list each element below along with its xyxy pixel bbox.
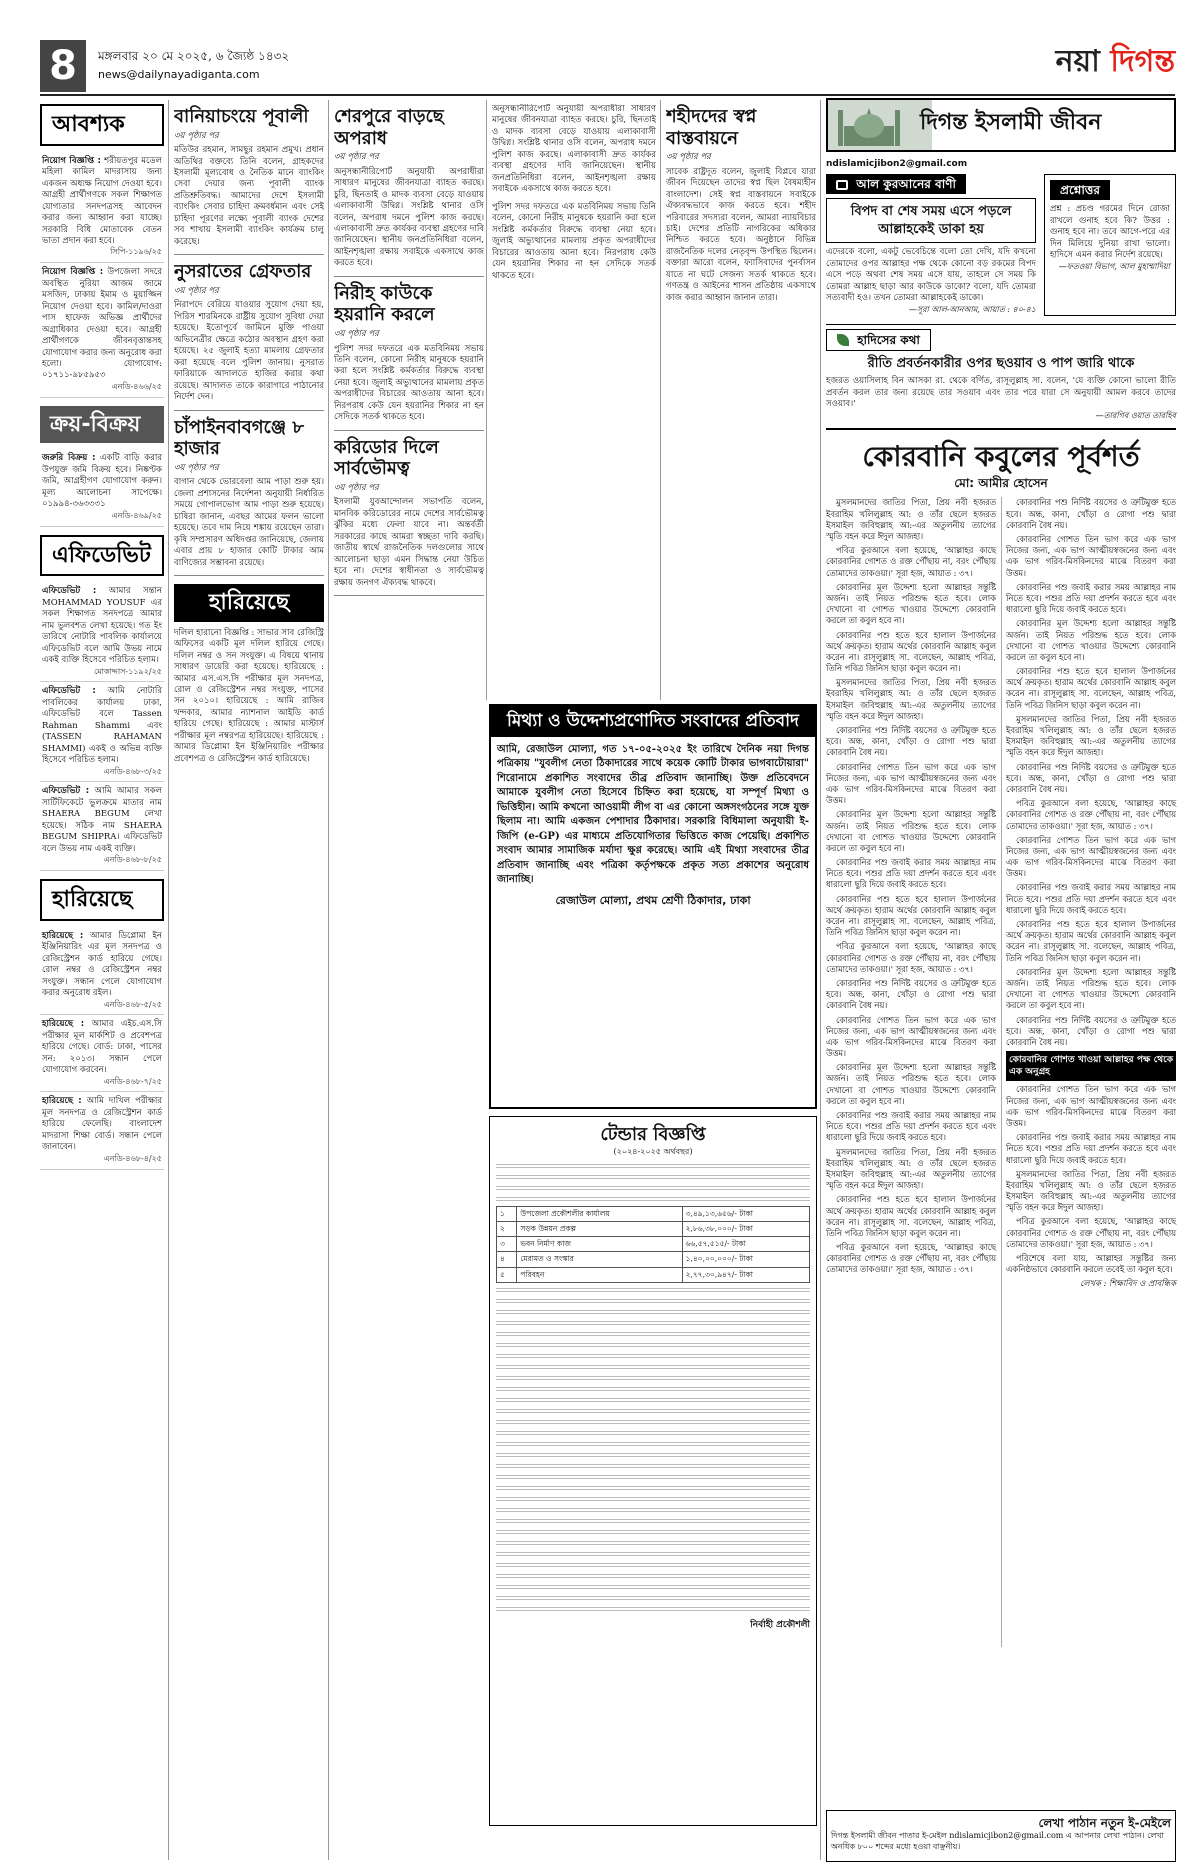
classified-ad: নিয়োগ বিজ্ঞপ্তি : শরীয়তপুর মডেল মহিলা কামিল মাদরাসায় জন্য একজন অধ্যক্ষ নিয়োগ দেওয়া হবে। আগ্রহী প্রার্থীগণকে সকল শিক্ষাগত যোগ্যতার সনদপত্রসহ আবেদন করার জন্য আহ্বান করা যাচ্ছে। সরকারি বিধি মোতাবেক বেতন ভাতা প্রদান করা হবে। সিপি-১১৯৬/২৫ <box>40 152 164 264</box>
qa-box <box>1044 174 1176 315</box>
news-column-3b <box>492 104 656 694</box>
story-body: পুলিশ সদর দফতরে এক মতবিনিময় সভায় তিনি বলেন, কোনো নিরীহ মানুষকে হয়রানি করা হলে সংশ্লিষ্ট কর্মকর্তার বিরুদ্ধে ব্যবস্থা নেয়া হবে। জুলাই অভ্যুত্থানের মামলায় প্রকৃত অপরাধীদের বিচারের আওতায় আনা হবে। নিরপরাধ কেউ যেন হয়রানির শিকার না হন সেদিকে সতর্ক থাকতে হবে। <box>334 343 484 423</box>
table-row: ১ উপজেলা প্রকৌশলীর কার্যালয় ৩,৪৯,১৩,৬৫৬/- টাকা <box>497 1207 810 1222</box>
logo-part-a: নয়া <box>1055 44 1100 79</box>
story-byline: ৩য় পৃষ্ঠার পর <box>174 285 219 296</box>
hadith-text: হজরত ওয়াসিলাহ বিন আসকা রা. থেকে বর্ণিত, রাসূলুল্লাহ সা. বলেন, 'যে ব্যক্তি কোনো ভালো রীতি প্রবর্তন করল তার জন্য রয়েছে তার সওয়াব এবং তার পরে যারা সে অনুযায়ী আমল করবে তাদের সওয়াব।' <box>826 376 1176 410</box>
qa-text: প্রশ্ন : প্রচণ্ড গরমের দিনে রোজা রাখলে গুনাহ হবে কি? উত্তর : গুনাহ হবে না। তবে আগে-পরে এর দিন মিলিয়ে দুনিয়া রাখা ভালো। হাদিসে এমন করার নির্দেশ রয়েছে। <box>1050 204 1170 261</box>
leaf-icon <box>837 334 849 346</box>
story-byline: ৩য় পৃষ্ঠার পর <box>334 483 379 493</box>
story-body-continued: অনুসন্ধানীরিপোর্ট অনুযায়ী অপরাধীরা সাধারণ মানুষের জীবনযাত্রা ব্যাহত করছে। চুরি, ছিনতাই ও মাদক ব্যবসা বেড়ে যাওয়ায় এলাকাবাসী উদ্বিগ্ন। সংশ্লিষ্ট থানার ওসি বলেন, অপরাধ দমনে পুলিশ কাজ করছে। এলাকাবাসী দ্রুত কার্যকর ব্যবস্থা গ্রহণের দাবি জানিয়েছেন। স্থানীয় জনপ্রতিনিধিরা বলেন, আইনশৃঙ্খলা রক্ষায় সবাইকে একসাথে কাজ করতে হবে। <box>492 104 656 195</box>
write-email-box <box>826 1810 1176 1862</box>
mosque-icon <box>834 106 904 146</box>
column-divider <box>820 100 821 1860</box>
lost-ad: হারিয়েছে : আমার এইচ.এস.সি পরীক্ষার মূল মার্কশিট ও প্রবেশপত্র হারিয়ে গেছে। বোর্ড: ঢাকা, পাসের সন: ২০১৩। সন্ধান পেলে যোগাযোগ করবেন। এনডি-৪৬৮-৭/২৫ <box>40 1015 164 1092</box>
islamic-life-section <box>826 98 1176 1868</box>
feature-footer: লেখক : শিক্ষাবিদ ও প্রাবন্ধিক <box>1080 1278 1176 1289</box>
story-byline: ৩য় পৃষ্ঠার পর <box>334 329 379 340</box>
story-body: বাগান থেকে ভোরবেলা আম পাড়া শুরু হয়। জেলা প্রশাসনের নির্দেশনা অনুযায়ী নির্ধারিত সময়ে গোপালভোগ আম পাড়া শুরু হয়েছে। চাষিরা জানান, এবছর আমের ফলন ভালো হয়েছে। তবে দাম নিয়ে শঙ্কায় রয়েছেন তারা। কৃষি সম্প্রসারণ অধিদপ্তর জানিয়েছে, জেলায় এবার প্রায় ৮ হাজার কোটি টাকার আম বাণিজ্যের সম্ভাবনা রয়েছে। <box>174 477 324 568</box>
story-headline[interactable]: শেরপুরে বাড়ছে অপরাধ <box>334 106 444 149</box>
page-header <box>40 40 1175 96</box>
lost-ad: হারিয়েছে : আমার ডিপ্লোমা ইন ইঞ্জিনিয়ারিং এর মূল সনদপত্র ও রেজিস্ট্রেশন কার্ড হারিয়ে গেছে। রোল নম্বর ও রেজিস্ট্রেশন নম্বর সংযুক্ত। সন্ধান পেলে যোগাযোগ করার অনুরোধ রইল। এনডি-৪৬৮-৫/২৫ <box>40 927 164 1016</box>
section-title-lost: হারিয়েছে <box>40 879 164 921</box>
affidavit-ad: এফিডেভিট : আমি নোটারি পাবলিকের কার্যালয় ঢাকা, এফিডেভিট বলে Tassen Rahman Shammi এবং (TASSEN RAHAMAN SHAMMI) একই ও অভিন্ন ব্যক্তি হিসেবে পরিচিত হলাম। এনডি-৪৬৮-৩/২৫ <box>40 682 164 782</box>
story-headline[interactable]: বানিয়াচংয়ে পূবালী <box>174 106 309 127</box>
news-column-4 <box>666 104 816 694</box>
column-divider <box>168 100 169 1860</box>
story-body: মতিউর রহমান, সামছুর রহমান প্রমুখ। প্রধান অতিথির বক্তব্যে তিনি বলেন, গ্রাহকদের ইসলামী মূল্যবোধ ও নৈতিক মানে ব্যাংকিং সেবা দেয়ার জন্য পূবালী ব্যাংক প্রতিশ্রুতিবদ্ধ। আমাদের দেশে ইসলামী ব্যাংকিং সেবার চাহিদা ক্রমবর্ধমান এবং সেই চাহিদা পূরণের লক্ষ্যে পূবালী ব্যাংক দেশের সব শাখায় ইসলামী ব্যাংকিং কার্যক্রম চালু করেছে। <box>174 145 324 247</box>
hadith-section-tag: হাদিসের কথা <box>826 329 931 351</box>
newspaper-logo[interactable] <box>1056 42 1175 83</box>
section-title-buysell: ক্রয়-বিক্রয় <box>40 406 164 444</box>
story-byline: ৩য় পৃষ্ঠার পর <box>334 152 379 163</box>
hadith-section <box>826 324 1176 422</box>
tender-subtitle: (২০২৪-২০২৫ অর্থবছর) <box>613 1147 693 1157</box>
feature-title[interactable]: কোরবানি কবুলের পূর্বশর্ত <box>862 439 1140 473</box>
story-headline[interactable]: করিডোর দিলে সার্বভৌমত্ব <box>334 436 439 480</box>
logo-part-b: দিগন্ত <box>1110 44 1175 79</box>
news-column-2 <box>174 104 324 1864</box>
lost-ad: হারিয়েছে : আমি দাখিল পরীক্ষার মূল সনদপত্র ও রেজিস্ট্রেশন কার্ড হারিয়ে ফেলেছি। বাংলাদেশ মাদরাসা শিক্ষা বোর্ড। সন্ধান পেলে জানাবেন। এনডি-৪৬৮-৪/২৫ <box>40 1092 164 1169</box>
table-row: ৪ মেরামত ও সংস্কার ১,৪০,০০,০০০/- টাকা <box>497 1252 810 1267</box>
story-byline: ৩য় পৃষ্ঠার পর <box>174 462 219 473</box>
news-story <box>174 106 324 255</box>
story-headline[interactable]: চাঁপাইনবাবগঞ্জে ৮ হাজার <box>174 416 305 460</box>
classified-column <box>40 104 164 1864</box>
feature-body: মুসলমানদের জাতির পিতা, প্রিয় নবী হজরত ইবরাহিম খলিলুল্লাহ আ: ও তাঁর ছেলে হজরত ইসমাইল জবিহুল্লাহ আ:-এর অতুলনীয় ত্যাগের স্মৃতি বহন করে ঈদুল আজহা। পবিত্র কুরআনে বলা হয়েছে, 'আল্লাহর কাছে কোরবানির গোশত ও রক্ত পৌঁছায় না, বরং পৌঁছায় তোমাদের তাকওয়া।' সূরা হজ, আয়াত : ৩৭। কোরবানির মূল উদ্দেশ্য হলো আল্লাহর সন্তুষ্টি অর্জন। তাই নিয়ত পরিশুদ্ধ হতে হবে। লোক দেখানো বা গোশত খাওয়ার উদ্দেশ্যে কোরবানি করলে তা কবুল হবে না। কোরবানির পশু হতে হবে হালাল উপার্জনের অর্থে ক্রয়কৃত। হারাম অর্থের কোরবানি আল্লাহ কবুল করেন না। রাসূলুল্লাহ সা. বলেছেন, আল্লাহ পবিত্র, তিনি পবিত্র জিনিস ছাড়া কবুল করেন না। মুসলমানদের জাতির পিতা, প্রিয় নবী হজরত ইবরাহিম খলিলুল্লাহ আ: ও তাঁর ছেলে হজরত ইসমাইল জবিহুল্লাহ আ:-এর অতুলনীয় ত্যাগের স্মৃতি বহন করে ঈদুল আজহা। কোরবানির পশু নির্দিষ্ট বয়সের ও ত্রুটিমুক্ত হতে হবে। অন্ধ, কানা, খোঁড়া ও রোগা পশু দ্বারা কোরবানি বৈধ নয়। কোরবানির গোশত তিন ভাগ করে এক ভাগ নিজের জন্য, এক ভাগ আত্মীয়স্বজনের জন্য এবং এক ভাগ গরিব-মিসকিনদের মাঝে বিতরণ করা উত্তম। কোরবানির মূল উদ্দেশ্য হলো আল্লাহর সন্তুষ্টি অর্জন। তাই নিয়ত পরিশুদ্ধ হতে হবে। লোক দেখানো বা গোশত খাওয়ার উদ্দেশ্যে কোরবানি করলে তা কবুল হবে না। কোরবানির পশু জবাই করার সময় আল্লাহর নাম নিতে হবে। পশুর প্রতি দয়া প্রদর্শন করতে হবে এবং ধারালো ছুরি দিয়ে জবাই করতে হবে। কোরবানির পশু হতে হবে হালাল উপার্জনের অর্থে ক্রয়কৃত। হারাম অর্থের কোরবানি আল্লাহ কবুল করেন না। রাসূলুল্লাহ সা. বলেছেন, আল্লাহ পবিত্র, তিনি পবিত্র জিনিস ছাড়া কবুল করেন না। পবিত্র কুরআনে বলা হয়েছে, 'আল্লাহর কাছে কোরবানির গোশত ও রক্ত পৌঁছায় না, বরং পৌঁছায় তোমাদের তাকওয়া।' সূরা হজ, আয়াত : ৩৭। কোরবানির পশু নির্দিষ্ট বয়সের ও ত্রুটিমুক্ত হতে হবে। অন্ধ, কানা, খোঁড়া ও রোগা পশু দ্বারা কোরবানি বৈধ নয়। কোরবানির গোশত তিন ভাগ করে এক ভাগ নিজের জন্য, এক ভাগ আত্মীয়স্বজনের জন্য এবং এক ভাগ গরিব-মিসকিনদের মাঝে বিতরণ করা উত্তম। কোরবানির মূল উদ্দেশ্য হলো আল্লাহর সন্তুষ্টি অর্জন। তাই নিয়ত পরিশুদ্ধ হতে হবে। লোক দেখানো বা গোশত খাওয়ার উদ্দেশ্যে কোরবানি করলে তা কবুল হবে না। কোরবানির পশু জবাই করার সময় আল্লাহর নাম নিতে হবে। পশুর প্রতি দয়া প্রদর্শন করতে হবে এবং ধারালো ছুরি দিয়ে জবাই করতে হবে। মুসলমানদের জাতির পিতা, প্রিয় নবী হজরত ইবরাহিম খলিলুল্লাহ আ: ও তাঁর ছেলে হজরত ইসমাইল জবিহুল্লাহ আ:-এর অতুলনীয় ত্যাগের স্মৃতি বহন করে ঈদুল আজহা। কোরবানির পশু হতে হবে হালাল উপার্জনের অর্থে ক্রয়কৃত। হারাম অর্থের কোরবানি আল্লাহ কবুল করেন না। রাসূলুল্লাহ সা. বলেছেন, আল্লাহ পবিত্র, তিনি পবিত্র জিনিস ছাড়া কবুল করেন না। পবিত্র কুরআনে বলা হয়েছে, 'আল্লাহর কাছে কোরবানির গোশত ও রক্ত পৌঁছায় না, বরং পৌঁছায় তোমাদের তাকওয়া।' সূরা হজ, আয়াত : ৩৭। কোরবানির পশু নির্দিষ্ট বয়সের ও ত্রুটিমুক্ত হতে হবে। অন্ধ, কানা, খোঁড়া ও রোগা পশু দ্বারা কোরবানি বৈধ নয়। কোরবানির গোশত তিন ভাগ করে এক ভাগ নিজের জন্য, এক ভাগ আত্মীয়স্বজনের জন্য এবং এক ভাগ গরিব-মিসকিনদের মাঝে বিতরণ করা উত্তম। কোরবানির পশু জবাই করার সময় আল্লাহর নাম নিতে হবে। পশুর প্রতি দয়া প্রদর্শন করতে হবে এবং ধারালো ছুরি দিয়ে জবাই করতে হবে। কোরবানির মূল উদ্দেশ্য হলো আল্লাহর সন্তুষ্টি অর্জন। তাই নিয়ত পরিশুদ্ধ হতে হবে। লোক দেখানো বা গোশত খাওয়ার উদ্দেশ্যে কোরবানি করলে তা কবুল হবে না। কোরবানির পশু হতে হবে হালাল উপার্জনের অর্থে ক্রয়কৃত। হারাম অর্থের কোরবানি আল্লাহ কবুল করেন না। রাসূলুল্লাহ সা. বলেছেন, আল্লাহ পবিত্র, তিনি পবিত্র জিনিস ছাড়া কবুল করেন না। মুসলমানদের জাতির পিতা, প্রিয় নবী হজরত ইবরাহিম খলিলুল্লাহ আ: ও তাঁর ছেলে হজরত ইসমাইল জবিহুল্লাহ আ:-এর অতুলনীয় ত্যাগের স্মৃতি বহন করে ঈদুল আজহা। কোরবানির পশু নির্দিষ্ট বয়সের ও ত্রুটিমুক্ত হতে হবে। অন্ধ, কানা, খোঁড়া ও রোগা পশু দ্বারা কোরবানি বৈধ নয়। পবিত্র কুরআনে বলা হয়েছে, 'আল্লাহর কাছে কোরবানির গোশত ও রক্ত পৌঁছায় না, বরং পৌঁছায় তোমাদের তাকওয়া।' সূরা হজ, আয়াত : ৩৭। কোরবানির গোশত তিন ভাগ করে এক ভাগ নিজের জন্য, এক ভাগ আত্মীয়স্বজনের জন্য এবং এক ভাগ গরিব-মিসকিনদের মাঝে বিতরণ করা উত্তম। কোরবানির পশু জবাই করার সময় আল্লাহর নাম নিতে হবে। পশুর প্রতি দয়া প্রদর্শন করতে হবে এবং ধারালো ছুরি দিয়ে জবাই করতে হবে। কোরবানির পশু হতে হবে হালাল উপার্জনের অর্থে ক্রয়কৃত। হারাম অর্থের কোরবানি আল্লাহ কবুল করেন না। রাসূলুল্লাহ সা. বলেছেন, আল্লাহ পবিত্র, তিনি পবিত্র জিনিস ছাড়া কবুল করেন না। কোরবানির মূল উদ্দেশ্য হলো আল্লাহর সন্তুষ্টি অর্জন। তাই নিয়ত পরিশুদ্ধ হতে হবে। লোক দেখানো বা গোশত খাওয়ার উদ্দেশ্যে কোরবানি করলে তা কবুল হবে না। কোরবানির পশু নির্দিষ্ট বয়সের ও ত্রুটিমুক্ত হতে হবে। অন্ধ, কানা, খোঁড়া ও রোগা পশু দ্বারা কোরবানি বৈধ নয়। কোরবানির গোশত খাওয়া আল্লাহর পক্ষ থেকে এক অনুগ্রহ কোরবানির গোশত তিন ভাগ করে এক ভাগ নিজের জন্য, এক ভাগ আত্মীয়স্বজনের জন্য এবং এক ভাগ গরিব-মিসকিনদের মাঝে বিতরণ করা উত্তম। কোরবানির পশু জবাই করার সময় আল্লাহর নাম নিতে হবে। পশুর প্রতি দয়া প্রদর্শন করতে হবে এবং ধারালো ছুরি দিয়ে জবাই করতে হবে। মুসলমানদের জাতির পিতা, প্রিয় নবী হজরত ইবরাহিম খলিলুল্লাহ আ: ও তাঁর ছেলে হজরত ইসমাইল জবিহুল্লাহ আ:-এর অতুলনীয় ত্যাগের স্মৃতি বহন করে ঈদুল আজহা। পবিত্র কুরআনে বলা হয়েছে, 'আল্লাহর কাছে কোরবানির গোশত ও রক্ত পৌঁছায় না, বরং পৌঁছায় তোমাদের তাকওয়া।' সূরা হজ, আয়াত : ৩৭। পরিশেষে বলা যায়, আল্লাহর সন্তুষ্টির জন্য একনিষ্ঠভাবে কোরবানি করলে তবেই তা কবুল হবে। লেখক : শিক্ষাবিদ ও প্রাবন্ধিক <box>826 497 1176 1289</box>
quran-source: —সূরা আল-আনআম, আয়াত : ৪০-৪১ <box>908 304 1036 314</box>
islamic-banner <box>826 98 1176 152</box>
write-text: দিগন্ত ইসলামী জীবন পাতার ই-মেইল ndislamicjibon2@gmail.com এ আপনার লেখা পাঠান। লেখা অনধিক ৮০০ শব্দের মধ্যে হওয়া বাঞ্ছনীয়। <box>831 1831 1164 1851</box>
tender-title: টেন্ডার বিজ্ঞপ্তি <box>600 1124 706 1145</box>
section-title-lost-2: হারিয়েছে <box>174 584 324 622</box>
rebuttal-body: আমি, রেজাউল মোল্যা, গত ১৭-০৫-২০২৫ ইং তারিখে দৈনিক নয়া দিগন্ত পত্রিকায় "যুবলীগ নেতা ঠিকাদারের সাথে কয়েক কোটি টাকার ভাগবাটোয়ারা" শিরোনামে প্রকাশিত সংবাদের তীব্র প্রতিবাদ জানাচ্ছি। উক্ত প্রতিবেদনে আমাকে যুবলীগ নেতা হিসেবে চিহ্নিত করা হয়েছে, যা সম্পূর্ণ মিথ্যা ও ভিত্তিহীন। আমি কখনো আওয়ামী লীগ বা এর কোনো অঙ্গসংগঠনের সঙ্গে যুক্ত ছিলাম না। আমি একজন পেশাদার ঠিকাদার। সরকারি বিধিমালা অনুযায়ী ই-জিপি (e-GP) এর মাধ্যমে প্রতিযোগিতার ভিত্তিতে কাজ পেয়েছি। প্রকাশিত সংবাদ আমার সামাজিক মর্যাদা ক্ষুণ্ণ করেছে। আমি এই মিথ্যা সংবাদের তীব্র প্রতিবাদ জানাচ্ছি এবং পত্রিকা কর্তৃপক্ষকে প্রকৃত সত্য প্রকাশের অনুরোধ জানাচ্ছি। <box>497 743 809 886</box>
feature-highlight: কোরবানির গোশত খাওয়া আল্লাহর পক্ষ থেকে এক অনুগ্রহ <box>1006 1051 1176 1081</box>
story-body: সাবেক রাষ্ট্রদূত বলেন, জুলাই বিপ্লবে যারা জীবন দিয়েছেন তাদের স্বপ্ন ছিল বৈষম্যহীন বাংলাদেশ। সেই স্বপ্ন বাস্তবায়নে সবাইকে ঐক্যবদ্ধভাবে কাজ করতে হবে। শহীদ পরিবারের সদস্যরা বলেন, আমরা ন্যায়বিচার চাই। দেশের প্রতিটি নাগরিকের অধিকার নিশ্চিত করতে হবে। অনুষ্ঠানে বিভিন্ন রাজনৈতিক দলের নেতৃবৃন্দ উপস্থিত ছিলেন। বক্তারা আরো বলেন, ফ্যাসিবাদের পুনর্বাসন যাতে না ঘটে সেজন্য সতর্ক থাকতে হবে। গণতন্ত্র ও আইনের শাসন প্রতিষ্ঠায় একসাথে কাজ করার আহ্বান জানান তারা। <box>666 166 816 303</box>
table-row: ৫ পরিবহন ২,৭৭,৩০,৯৪৭/- টাকা <box>497 1267 810 1282</box>
news-column-3 <box>334 104 484 1864</box>
affidavit-ad: এফিডেভিট : আমার সন্তান MOHAMMAD YOUSUF এর সকল শিক্ষাগত সনদপত্রে আমার নাম ভুলবশত লেখা হয়েছে। গত ইং তারিখে নোটারি পাবলিক কার্যালয়ে এফিডেভিট বলে আমি উভয় নামে একই ব্যক্তি হিসেবে পরিচিত হলাম। মোকাদ্দাস-১১৯২/২৫ <box>40 582 164 682</box>
column-divider <box>660 100 661 700</box>
hadith-title: রীতি প্রবর্তনকারীর ওপর ছওয়াব ও পাপ জারি থাকে <box>867 355 1135 371</box>
news-story <box>334 283 484 431</box>
table-row: ৩ ভবন নির্মাণ কাজ ৬৬,৫৭,৫১৫/- টাকা <box>497 1237 810 1252</box>
news-story <box>174 417 324 576</box>
column-divider <box>486 100 487 700</box>
tender-notice <box>489 1116 817 1826</box>
story-byline: ৩য় পৃষ্ঠার পর <box>174 130 219 141</box>
news-story <box>174 261 324 410</box>
story-body: ইসলামী যুবআন্দোলন সভাপতি বলেন, মানবিক করিডোরের নামে দেশের সার্বভৌমত্ব ঝুঁকির মধ্যে ফেলা যাবে না। অন্তর্বর্তী সরকারের কাছে আমরা স্বচ্ছতা দাবি করছি। জাতীয় স্বার্থে রাজনৈতিক দলগুলোর সাথে আলোচনা ছাড়া এমন সিদ্ধান্ত নেয়া উচিত হবে না। দেশের স্বাধীনতা ও সার্বভৌমত্ব রক্ষায় জনগণ ঐক্যবদ্ধ থাকবে। <box>334 497 484 588</box>
story-headline[interactable]: শহীদদের স্বপ্ন বাস্তবায়নে <box>666 106 757 149</box>
classified-ad: নিয়োগ বিজ্ঞপ্তি : উপজেলা সদরে অবস্থিত নুরিয়া আজম জামে মসজিদ, ঢাকায় ইমাম ও মুয়াজ্জিন নিয়োগ দেওয়া হবে। কামিল/দাওরা পাস হাফেজ অভিজ্ঞ প্রার্থীদের অগ্রাধিকার দেওয়া হবে। আগ্রহী প্রার্থীগণকে জীবনবৃত্তান্তসহ যোগাযোগ করার জন্য অনুরোধ করা হলো। যোগাযোগ: ০১৭১১-৯৮৫৯৫৩ এনডি-৪৬৬/২৫ <box>40 263 164 397</box>
story-body: নিরাপদে বেরিয়ে যাওয়ার সুযোগ দেয়া হয়, পিরিস শারমিনকে রাষ্ট্রীয় সুযোগ সুবিধা দেয়া হয়েছে। ইতোপূর্বে জামিনে মুক্তি পাওয়া অভিনেত্রীর ক্ষেত্রে কঠোর অবস্থান গ্রহণ করা হয়েছে। ২৫ জুলাই হত্যা মামলায় গ্রেফতার করা হয়েছে বলে পুলিশ জানায়। নুসরাত ফারিয়াকে আদালতে হাজির করার কথা রয়েছে। আদালত তাকে কারাগারে পাঠানোর নির্দেশ দেন। <box>174 300 324 403</box>
header-website[interactable]: news@dailynayadiganta.com <box>98 68 260 81</box>
lost-notices: দলিল হারানো বিজ্ঞপ্তি : সাভার সাব রেজিস্ট্রি অফিসের একটি মূল দলিল হারিয়ে গেছে। দলিল নম্বর ও সন সংযুক্ত। এ বিষয়ে থানায় সাধারণ ডায়েরি করা হয়েছে। হারিয়েছে : আমার এস.এস.সি পরীক্ষার মূল সনদপত্র, রোল ও রেজিস্ট্রেশন নম্বর সংযুক্ত, পাসের সন ২০১০। হারিয়েছে : আমি রাজিব খন্দকার, আমার ন্যাশনাল আইডি কার্ড হারিয়ে গেছে। হারিয়েছে : আমার মাস্টার্স পরীক্ষার মূল নম্বরপত্র হারিয়েছে। হারিয়েছে : আমার ডিপ্লোমা ইন ইঞ্জিনিয়ারিং পরীক্ষার প্রবেশপত্র ও রেজিস্ট্রেশন কার্ড হারিয়েছে। <box>174 627 324 764</box>
header-date: মঙ্গলবার ২০ মে ২০২৫, ৬ জ্যৈষ্ঠ ১৪৩২ <box>98 49 290 63</box>
feature-article <box>826 428 1176 1648</box>
news-story <box>334 437 484 596</box>
quran-text: এদেরকে বলো, একটু ভেবেচিন্তে বলো তো দেখি, যদি কখনো তোমাদের ওপর আল্লাহর পক্ষ থেকে কোনো বড় রকমের বিপদ এসে পড়ে অথবা শেষ সময় এসে যায়, তাহলে সে সময় কি তোমরা আল্লাহ ছাড়া আর কাউকে ডাকো? বলো, যদি তোমরা সত্যবাদী হও। তখন তোমরা আল্লাহকেই ডাকো। <box>826 247 1036 304</box>
tender-table <box>496 1206 810 1283</box>
story-byline: ৩য় পৃষ্ঠার পর <box>666 152 711 163</box>
affidavit-ad: এফিডেভিট : আমি আমার সকল সার্টিফিকেটে ভুলক্রমে মাতার নাম SHAERA BEGUM লেখা হয়েছে। সঠিক নাম SHAERA BEGUM SHIPRA। এফিডেভিট বলে উভয় নাম একই ব্যক্তি। এনডি-৪৬৮-৮/২৫ <box>40 782 164 871</box>
section-title-affidavit: এফিডেভিট <box>40 535 164 577</box>
table-row: ২ সড়ক উন্নয়ন প্রকল্প ২,৮৬,৩৮,০০০/- টাকা <box>497 1222 810 1237</box>
tender-signature: নির্বাহী প্রকৌশলী <box>750 1619 810 1630</box>
book-icon <box>836 180 848 190</box>
rebuttal-title: মিথ্যা ও উদ্দেশ্যপ্রণোদিত সংবাদের প্রতিবাদ <box>491 706 815 737</box>
quran-section-tag: আল কুরআনের বাণী <box>826 174 966 194</box>
column-divider <box>328 100 329 1860</box>
qa-source: —ফতওয়া বিভাগ, আল মুহাম্মাদিয়া <box>1058 261 1170 271</box>
write-title: লেখা পাঠান নতুন ই-মেইলে <box>1038 1816 1171 1830</box>
islamic-email[interactable]: ndislamicjibon2@gmail.com <box>826 159 968 169</box>
hadith-source: —তারগিব ওয়াত তারহিব <box>1095 410 1176 420</box>
story-body-continued: পুলিশ সদর দফতরে এক মতবিনিময় সভায় তিনি বলেন, কোনো নিরীহ মানুষকে হয়রানি করা হলে সংশ্লিষ্ট কর্মকর্তার বিরুদ্ধে ব্যবস্থা নেয়া হবে। জুলাই অভ্যুত্থানের মামলায় প্রকৃত অপরাধীদের বিচারের আওতায় আনা হবে। নিরপরাধ কেউ যেন হয়রানির শিকার না হন সেদিকে সতর্ক থাকতে হবে। <box>492 201 656 281</box>
story-body: অনুসন্ধানীরিপোর্ট অনুযায়ী অপরাধীরা সাধারণ মানুষের জীবনযাত্রা ব্যাহত করছে। চুরি, ছিনতাই ও মাদক ব্যবসা বেড়ে যাওয়ায় এলাকাবাসী উদ্বিগ্ন। সংশ্লিষ্ট থানার ওসি বলেন, অপরাধ দমনে পুলিশ কাজ করছে। এলাকাবাসী দ্রুত কার্যকর ব্যবস্থা গ্রহণের দাবি জানিয়েছেন। স্থানীয় জনপ্রতিনিধিরা বলেন, আইনশৃঙ্খলা রক্ষায় সবাইকে একসাথে কাজ করতে হবে। <box>334 166 484 269</box>
page-number: 8 <box>40 40 86 92</box>
quran-title: বিপদ বা শেষ সময় এসে পড়লে আল্লাহকেই ডাকা হয় <box>826 198 1036 243</box>
islamic-banner-title: দিগন্ত ইসলামী জীবন <box>920 110 1102 135</box>
qa-section-tag: প্রশ্নোত্তর <box>1050 180 1110 200</box>
feature-author: মো: আমীর হোসেন <box>954 476 1048 491</box>
story-headline[interactable]: নুসরাতের গ্রেফতার <box>174 261 312 283</box>
rebuttal-signature: রেজাউল মোল্যা, প্রথম শ্রেণী ঠিকাদার, ঢাকা <box>555 893 751 907</box>
rebuttal-notice <box>489 704 817 1109</box>
story-headline[interactable]: নিরীহ কাউকে হয়রানি করলে <box>334 282 435 326</box>
section-title-wanted: আবশ্যক <box>40 104 164 146</box>
classified-ad: জরুরি বিক্রয় : একটি বাড়ি করার উপযুক্ত জমি বিক্রয় হবে। নিষ্কণ্টক জমি, আগ্রহীগণ যোগাযোগ করুন। মূল্য আলোচনা সাপেক্ষে। ০১৯৯৪-৩৬৩৩৩১ এনডি-৪৬৯/২৫ <box>40 449 164 526</box>
news-story <box>334 106 484 277</box>
